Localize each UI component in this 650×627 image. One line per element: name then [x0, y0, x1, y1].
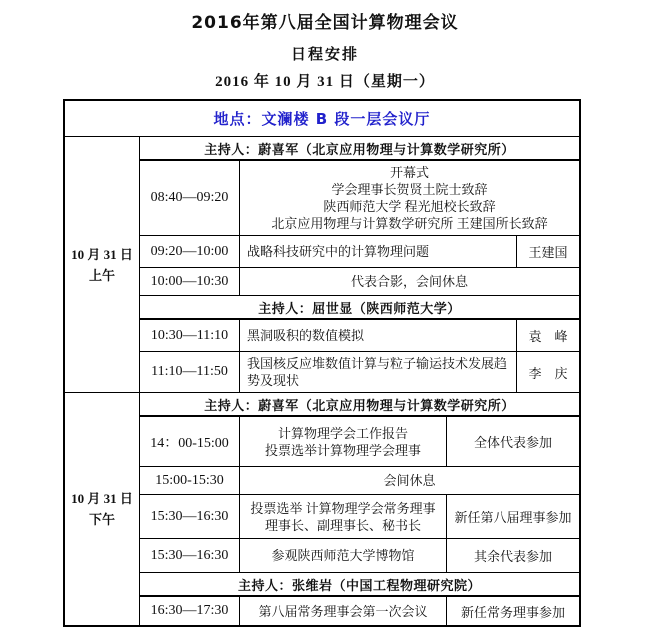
afternoon-date: 10 月 31 日 — [71, 491, 133, 506]
afternoon-host-1: 主持人：蔚喜军（北京应用物理与计算数学研究所） — [204, 398, 515, 414]
schedule-row-talk2 — [140, 320, 579, 352]
break-title: 会间休息 — [383, 473, 436, 488]
opening-line-4: 北京应用物理与计算数学研究所 王建国所长致辞 — [271, 216, 548, 231]
election-line-1: 投票选举 计算物理学会常务理事 — [250, 500, 436, 516]
morning-host-row-1 — [140, 137, 579, 161]
schedule-row-break — [140, 467, 579, 495]
report-content — [240, 417, 446, 466]
morning-date: 10 月 31 日 — [71, 246, 133, 262]
schedule-row-opening — [140, 161, 579, 236]
morning-host-1: 主持人：蔚喜军（北京应用物理与计算数学研究所） — [204, 142, 515, 158]
morning-date-cell — [65, 137, 140, 392]
museum-title: 参观陕西师范大学博物馆 — [271, 548, 415, 563]
report-time: 14：00-15:00 — [140, 417, 240, 466]
talk3-time: 11:10—11:50 — [140, 352, 240, 392]
schedule-row-council — [140, 597, 579, 625]
council-title: 第八届常务理事会第一次会议 — [258, 603, 428, 619]
schedule-date: 2016 年 10 月 31 日（星期一） — [215, 74, 435, 90]
break-time: 15:00-15:30 — [140, 467, 240, 494]
election-line-2: 理事长、副理事长、秘书长 — [264, 517, 421, 533]
council-attendee: 新任常务理事参加 — [446, 597, 579, 625]
location-label: 地点：文澜楼 B 段一层会议厅 — [213, 110, 431, 128]
talk3-title: 我国核反应堆数值计算与粒子输运技术发展趋势及现状 — [247, 356, 508, 388]
election-attendee: 新任第八届理事参加 — [446, 495, 579, 538]
morning-section — [65, 137, 579, 392]
opening-line-1: 开幕式 — [389, 165, 429, 180]
talk2-speaker: 袁 峰 — [516, 320, 579, 351]
opening-time: 08:40—09:20 — [140, 161, 240, 235]
election-content — [240, 495, 446, 538]
afternoon-host-2: 主持人：张维岩（中国工程物理研究院） — [237, 578, 481, 594]
photo-break-time: 10:00—10:30 — [140, 268, 240, 295]
talk3-speaker: 李 庆 — [516, 352, 579, 392]
opening-line-2: 学会理事长贺贤土院士致辞 — [331, 182, 488, 197]
talk1-title: 战略科技研究中的计算物理问题 — [247, 244, 430, 259]
museum-attendee: 其余代表参加 — [446, 539, 579, 572]
schedule-row-talk3 — [140, 352, 579, 392]
afternoon-period: 下午 — [88, 512, 115, 527]
morning-period: 上午 — [88, 267, 115, 283]
afternoon-section — [65, 392, 579, 625]
schedule-subtitle: 日程安排 — [290, 45, 359, 63]
museum-time: 15:30—16:30 — [140, 539, 240, 572]
photo-break-title: 代表合影，会间休息 — [350, 274, 468, 289]
talk1-speaker: 王建国 — [516, 236, 579, 267]
location-row — [65, 101, 579, 137]
talk2-time: 10:30—11:10 — [140, 320, 240, 351]
conference-title: 2016年第八届全国计算物理会议 — [191, 13, 459, 33]
afternoon-body — [140, 393, 579, 625]
morning-host-row-2 — [140, 296, 579, 320]
opening-line-3: 陕西师范大学 程光旭校长致辞 — [323, 199, 496, 214]
afternoon-host-row-2 — [140, 573, 579, 597]
schedule-row-photo-break — [140, 268, 579, 296]
document-header — [0, 0, 650, 91]
morning-host-2: 主持人：屈世显（陕西师范大学） — [258, 301, 461, 317]
election-time: 15:30—16:30 — [140, 495, 240, 538]
talk1-time: 09:20—10:00 — [140, 236, 240, 267]
schedule-row-election — [140, 495, 579, 539]
afternoon-date-cell — [65, 393, 140, 625]
talk2-title: 黑洞吸积的数值模拟 — [247, 328, 365, 343]
report-line-2: 投票选举计算物理学会理事 — [264, 442, 421, 458]
schedule-row-museum — [140, 539, 579, 573]
report-line-1: 计算物理学会工作报告 — [277, 425, 408, 441]
schedule-table — [63, 99, 581, 627]
council-time: 16:30—17:30 — [140, 597, 240, 625]
report-attendee: 全体代表参加 — [446, 417, 579, 466]
afternoon-host-row-1 — [140, 393, 579, 417]
schedule-row-report — [140, 417, 579, 467]
schedule-row-talk1 — [140, 236, 579, 268]
morning-body — [140, 137, 579, 392]
opening-content — [240, 161, 579, 235]
